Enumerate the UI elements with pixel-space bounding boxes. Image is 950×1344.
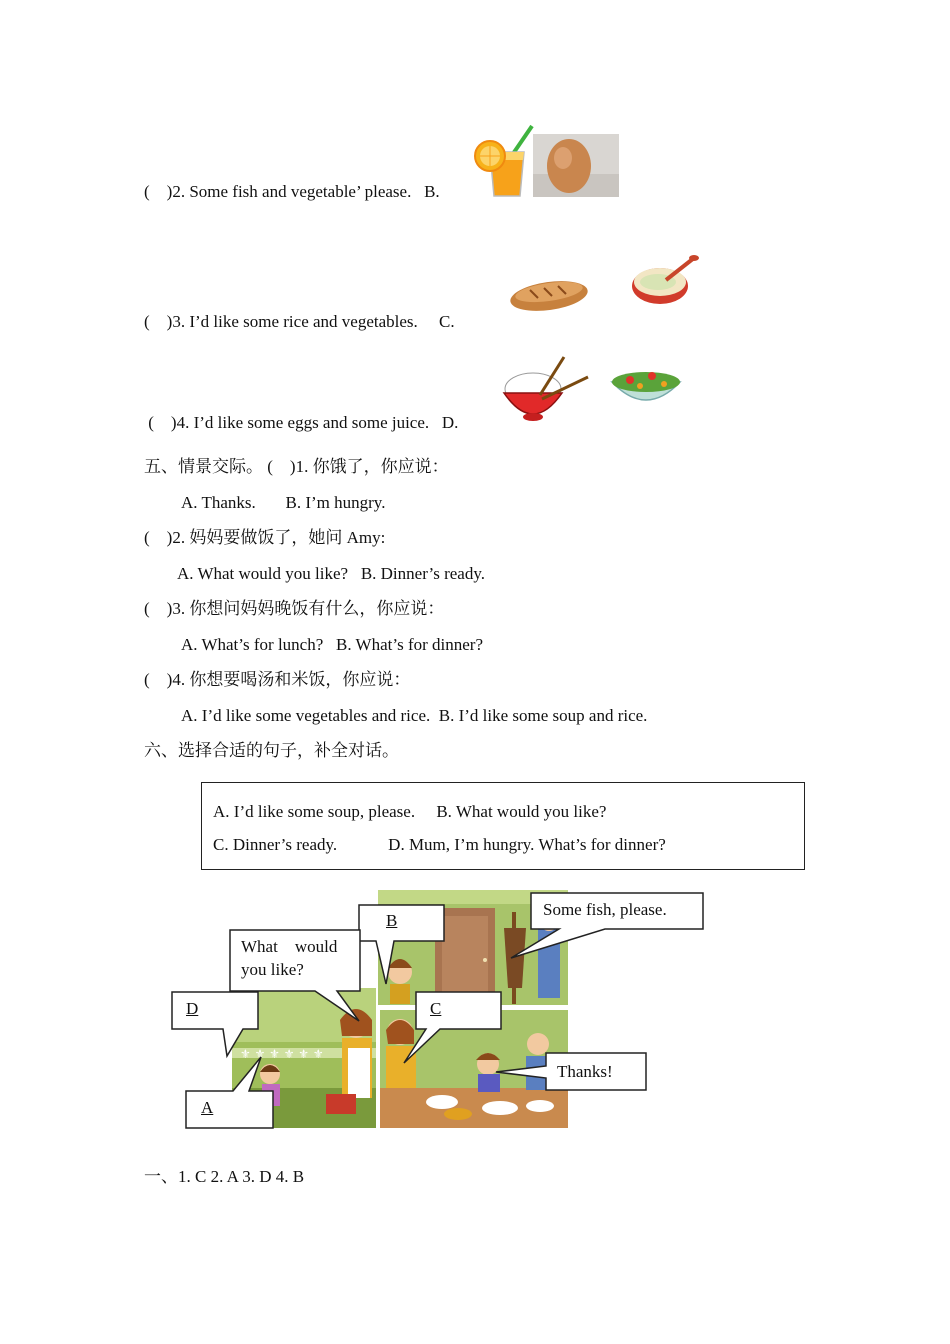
bubble-a-shape <box>185 1055 277 1131</box>
s5-q3: ( )3. 你想问妈妈晚饭有什么，你应说： <box>144 599 445 618</box>
bubble-fish-text: Some fish, please. <box>543 900 667 919</box>
bubble-c-shape <box>400 991 504 1067</box>
s5-q4: ( )4. 你想要喝汤和米饭，你应说： <box>144 670 411 689</box>
options-line-2: C. Dinner’s ready. D. Mum, I’m hungry. What’s for dinner? <box>213 835 666 854</box>
s5-q4-options: A. I’d like some vegetables and rice. B. I’d like some soup and rice. <box>181 706 648 725</box>
bubble-thanks-text: Thanks! <box>557 1062 613 1081</box>
s5-q2-options: A. What would you like? B. Dinner’s ready. <box>177 564 485 583</box>
salad-icon <box>608 362 684 412</box>
s6-title: 六、选择合适的句子，补全对话。 <box>144 741 399 760</box>
egg-icon <box>533 134 619 197</box>
bubble-what-line-2: you like? <box>241 960 304 979</box>
q4-4: ( )4. I’d like some eggs and some juice. D. <box>144 413 459 432</box>
rice-bowl-icon <box>500 355 592 431</box>
bubble-d-label: D <box>186 999 199 1018</box>
s5-q2: ( )2. 妈妈要做饭了，她问 Amy: <box>144 528 386 547</box>
bubble-a-label: A <box>201 1098 214 1117</box>
soup-icon <box>630 252 700 308</box>
options-box <box>201 782 805 870</box>
s5-q1-options: A. Thanks. B. I’m hungry. <box>181 493 386 512</box>
bubble-what-line-1: What would <box>241 937 338 956</box>
answer-line: 一、1. C 2. A 3. D 4. B <box>144 1167 305 1186</box>
bubble-b-label: B <box>386 911 398 930</box>
bubble-d-shape <box>171 991 261 1059</box>
q4-2: ( )2. Some fish and vegetable’ please. B. <box>144 182 440 201</box>
bubble-b-shape <box>358 904 448 988</box>
bread-icon <box>508 274 590 314</box>
q4-3: ( )3. I’d like some rice and vegetables. C. <box>144 312 455 331</box>
juice-icon <box>472 124 534 200</box>
s5-q3-options: A. What’s for lunch? B. What’s for dinner? <box>181 635 483 654</box>
bubble-c-label: C <box>430 999 442 1018</box>
options-line-1: A. I’d like some soup, please. B. What would you like? <box>213 802 607 821</box>
s5-q1: 五、情景交际。 ( )1. 你饿了，你应说： <box>144 457 449 476</box>
svg-text:⚜ ⚜ ⚜ ⚜ ⚜ ⚜: ⚜ ⚜ ⚜ ⚜ ⚜ ⚜ <box>240 1047 324 1061</box>
